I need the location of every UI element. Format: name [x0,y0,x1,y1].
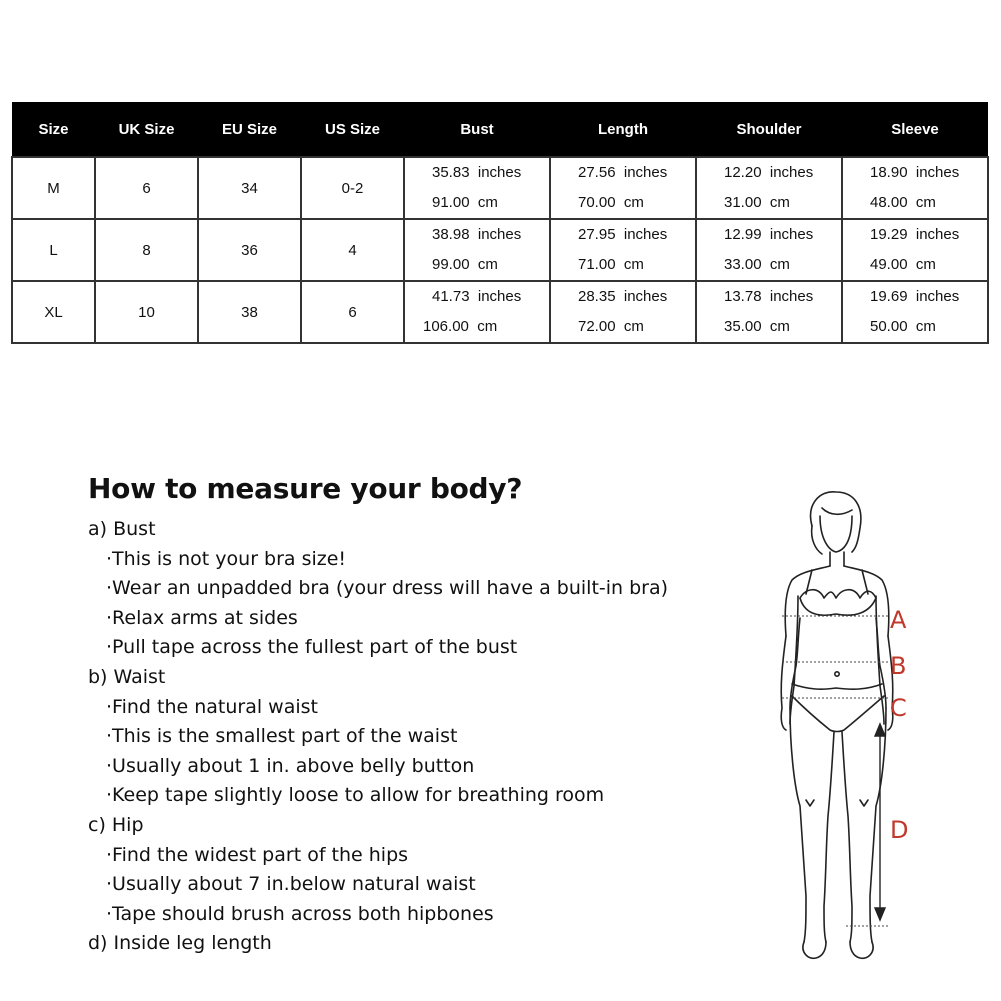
table-header-row [12,102,988,157]
label-c: C [890,694,907,722]
cell-size: L [12,219,95,281]
cell-uk-size: 8 [95,219,198,281]
length-inches: 27.56 inches [578,164,668,181]
waist-tip: ·Keep tape slightly loose to allow for breathing room [106,784,605,807]
sleeve-cm: 48.00 cm [870,194,936,211]
length-inches: 27.95 inches [578,226,668,243]
cell-length [550,157,696,219]
length-cm: 70.00 cm [578,194,644,211]
measurement-labels [890,606,908,844]
cell-eu-size: 34 [198,157,301,219]
sleeve-inches: 18.90 inches [870,164,960,181]
section-waist-heading: b) Waist [88,665,166,688]
section-inside-leg-heading: d) Inside leg length [88,932,272,955]
label-d: D [890,816,909,844]
cell-eu-size: 36 [198,219,301,281]
cell-sleeve [842,219,988,281]
sleeve-cm: 50.00 cm [870,318,936,335]
body-outline [781,492,893,958]
length-cm: 71.00 cm [578,256,644,273]
header-eu-size: EU Size [198,102,301,157]
header-shoulder: Shoulder [696,102,842,157]
bust-tip: ·Pull tape across the fullest part of the bust [106,636,518,659]
cell-shoulder [696,219,842,281]
cell-bust [404,219,550,281]
shoulder-cm: 31.00 cm [724,194,790,211]
length-cm: 72.00 cm [578,318,644,335]
header-us-size: US Size [301,102,404,157]
table-row [12,157,988,219]
section-bust-heading: a) Bust [88,518,156,540]
cell-sleeve [842,157,988,219]
shoulder-inches: 13.78 inches [724,288,814,305]
waist-tip: ·Usually about 1 in. above belly button [106,754,475,777]
sleeve-cm: 49.00 cm [870,256,936,273]
cell-eu-size: 38 [198,281,301,343]
bust-inches: 38.98 inches [432,226,522,243]
sleeve-inches: 19.29 inches [870,226,960,243]
waist-tip: ·Find the natural waist [106,695,318,718]
header-sleeve: Sleeve [842,102,988,157]
label-a: A [890,606,907,634]
shoulder-cm: 35.00 cm [724,318,790,335]
bust-tip: ·Wear an unpadded bra (your dress will have a built-in bra) [106,577,669,600]
length-inches: 28.35 inches [578,288,668,305]
hip-tip: ·Find the widest part of the hips [106,843,409,866]
guide-title: How to measure your body? [88,472,523,505]
cell-sleeve [842,281,988,343]
cell-size: XL [12,281,95,343]
cell-us-size: 6 [301,281,404,343]
shoulder-inches: 12.99 inches [724,226,814,243]
measuring-guide [88,472,728,959]
measure-lines [782,616,888,926]
header-size: Size [12,102,95,157]
bust-cm: 106.00 cm [423,318,498,335]
header-length: Length [550,102,696,157]
cell-length [550,219,696,281]
sleeve-inches: 19.69 inches [870,288,960,305]
cell-us-size: 0-2 [301,157,404,219]
header-uk-size: UK Size [95,102,198,157]
bust-tip: ·This is not your bra size! [106,547,347,570]
bust-inches: 41.73 inches [432,288,522,305]
bust-cm: 99.00 cm [432,256,498,273]
bust-tip: ·Relax arms at sides [106,606,298,629]
hip-tip: ·Tape should brush across both hipbones [106,902,494,925]
waist-tip: ·This is the smallest part of the waist [106,725,458,748]
cell-bust [404,281,550,343]
size-chart-table [11,102,989,344]
shoulder-inches: 12.20 inches [724,164,814,181]
bust-cm: 91.00 cm [432,194,498,211]
cell-bust [404,157,550,219]
cell-shoulder [696,157,842,219]
cell-us-size: 4 [301,219,404,281]
body-measurement-figure [760,486,920,966]
cell-uk-size: 6 [95,157,198,219]
cell-shoulder [696,281,842,343]
header-bust: Bust [404,102,550,157]
section-hip-heading: c) Hip [88,813,144,836]
table-row [12,281,988,343]
label-b: B [890,652,907,680]
cell-size: M [12,157,95,219]
shoulder-cm: 33.00 cm [724,256,790,273]
cell-uk-size: 10 [95,281,198,343]
cell-length [550,281,696,343]
table-row [12,219,988,281]
hip-tip: ·Usually about 7 in.below natural waist [106,873,476,896]
bust-inches: 35.83 inches [432,164,522,181]
